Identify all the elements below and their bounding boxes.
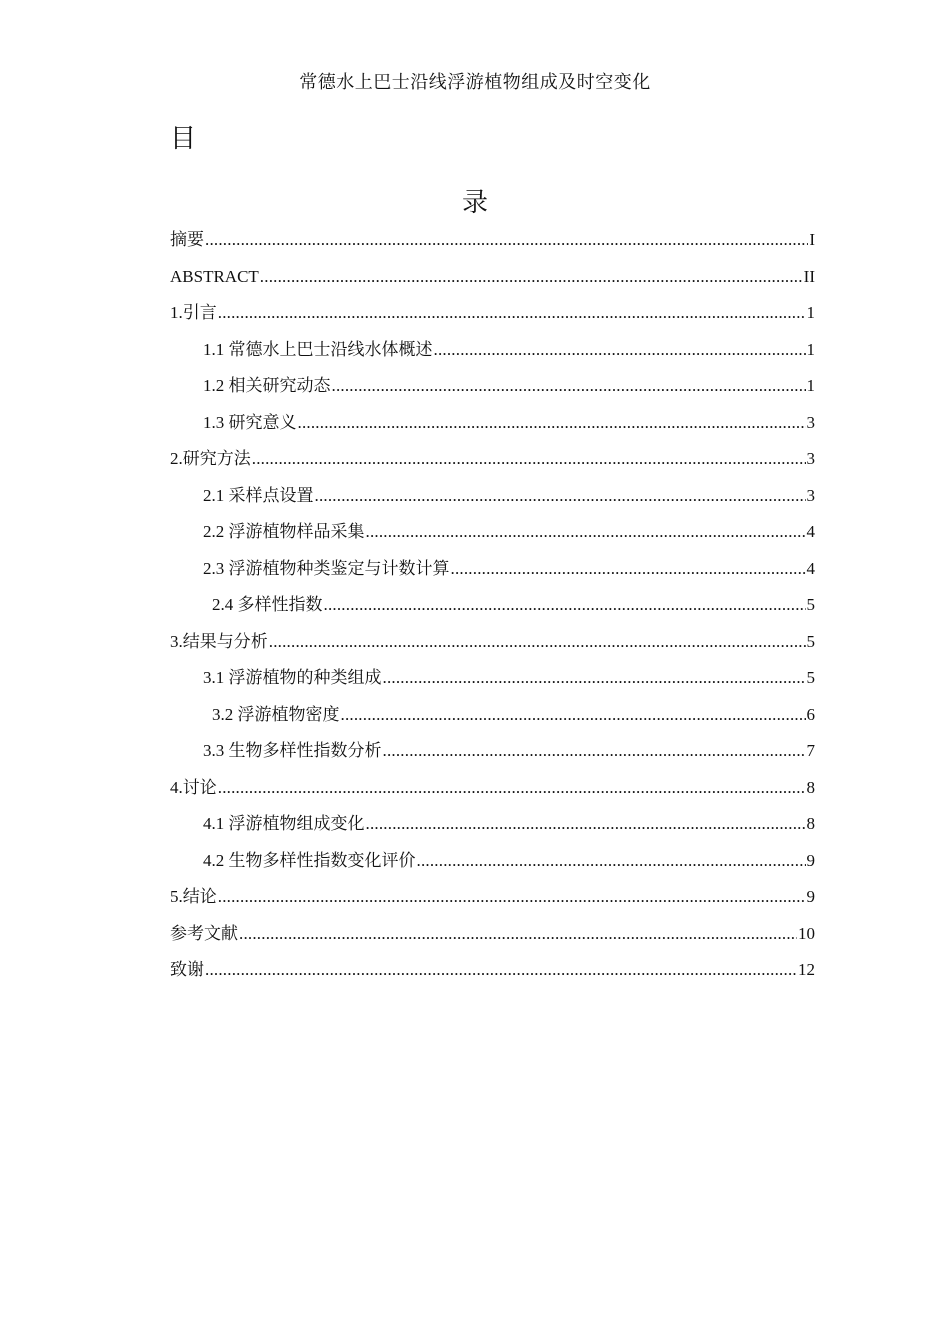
toc-entry-label: 致谢	[170, 960, 204, 979]
toc-entry-page: 1	[806, 376, 815, 395]
toc-entry-page: 10	[798, 923, 815, 943]
toc-entry[interactable]	[170, 883, 815, 920]
toc-entry-page: 8	[806, 814, 815, 833]
toc-entry-label: 3.2 浮游植物密度	[212, 704, 340, 724]
toc-leader-dots	[366, 518, 806, 546]
toc-leader-dots	[218, 774, 806, 802]
toc-entry[interactable]	[170, 299, 815, 336]
toc-entry-label: 4.1 浮游植物组成变化	[203, 814, 365, 833]
toc-entry-label: 2.3 浮游植物种类鉴定与计数计算	[203, 558, 450, 578]
toc-entry-page: 5	[806, 631, 815, 651]
toc-entry-label: 2.4 多样性指数	[212, 595, 323, 614]
toc-leader-dots	[205, 226, 808, 254]
toc-entry[interactable]	[170, 847, 815, 884]
toc-entry[interactable]	[170, 628, 815, 665]
toc-entry[interactable]	[170, 774, 815, 811]
toc-entry-page: 3	[806, 412, 815, 432]
toc-leader-dots	[218, 883, 806, 911]
toc-entry-page: 4	[806, 558, 815, 578]
toc-leader-dots	[269, 628, 806, 656]
toc-entry-label: 5.结论	[170, 887, 217, 906]
toc-entry-label: 2.研究方法	[170, 449, 251, 468]
table-of-contents	[170, 226, 815, 993]
toc-leader-dots	[218, 299, 806, 327]
toc-entry[interactable]	[170, 920, 815, 957]
toc-entry[interactable]	[170, 956, 815, 993]
toc-leader-dots	[252, 445, 806, 473]
toc-entry[interactable]	[170, 372, 815, 409]
toc-entry-page: 1	[806, 339, 815, 359]
toc-leader-dots	[383, 737, 806, 765]
toc-entry-label: 3.3 生物多样性指数分析	[203, 741, 382, 760]
toc-entry-page: 4	[806, 522, 815, 541]
toc-entry[interactable]	[170, 482, 815, 519]
toc-entry[interactable]	[170, 591, 815, 628]
toc-entry-page: 8	[806, 777, 815, 797]
toc-leader-dots	[451, 555, 806, 583]
toc-entry[interactable]	[170, 336, 815, 373]
toc-leader-dots	[298, 409, 806, 437]
toc-entry-page: 3	[806, 449, 815, 468]
toc-leader-dots	[341, 701, 806, 729]
toc-entry-page: II	[803, 266, 815, 286]
running-header-title: 常德水上巴士沿线浮游植物组成及时空变化	[299, 72, 651, 92]
toc-entry-label: 摘要	[170, 230, 204, 249]
toc-leader-dots	[239, 920, 797, 948]
toc-entry-page: 6	[806, 704, 815, 724]
toc-entry-label: 1.引言	[170, 303, 217, 322]
toc-entry-label: 3.1 浮游植物的种类组成	[203, 668, 382, 687]
toc-entry[interactable]	[170, 409, 815, 446]
toc-entry[interactable]	[170, 701, 815, 738]
toc-leader-dots	[205, 956, 797, 984]
toc-entry[interactable]	[170, 555, 815, 592]
toc-leader-dots	[417, 847, 806, 875]
toc-leader-dots	[366, 810, 806, 838]
toc-entry[interactable]	[170, 445, 815, 482]
toc-entry-label: 4.讨论	[170, 777, 217, 797]
toc-entry-label: 参考文献	[170, 923, 238, 943]
toc-leader-dots	[332, 372, 806, 400]
toc-entry[interactable]	[170, 518, 815, 555]
toc-entry-page: 9	[806, 887, 815, 906]
toc-entry[interactable]	[170, 226, 815, 263]
toc-entry-page: I	[809, 230, 815, 249]
toc-entry-page: 1	[806, 303, 815, 322]
toc-leader-dots	[260, 263, 803, 291]
toc-entry-page: 9	[806, 850, 815, 870]
toc-leader-dots	[315, 482, 806, 510]
toc-entry-label: ABSTRACT	[170, 266, 259, 286]
toc-entry-page: 5	[806, 595, 815, 614]
toc-leader-dots	[324, 591, 806, 619]
toc-entry[interactable]	[170, 810, 815, 847]
toc-entry-page: 3	[806, 485, 815, 505]
toc-entry-label: 3.结果与分析	[170, 631, 268, 651]
toc-entry[interactable]	[170, 664, 815, 701]
toc-entry-label: 4.2 生物多样性指数变化评价	[203, 850, 416, 870]
toc-entry-label: 1.1 常德水上巴士沿线水体概述	[203, 339, 433, 359]
toc-entry-page: 7	[806, 741, 815, 760]
toc-entry-page: 12	[798, 960, 815, 979]
toc-entry-label: 2.1 采样点设置	[203, 485, 314, 505]
toc-entry-label: 2.2 浮游植物样品采集	[203, 522, 365, 541]
toc-entry-label: 1.2 相关研究动态	[203, 376, 331, 395]
toc-leader-dots	[434, 336, 806, 364]
toc-entry[interactable]	[170, 737, 815, 774]
toc-leader-dots	[383, 664, 806, 692]
toc-heading-first-char: 目	[170, 124, 197, 154]
toc-entry[interactable]	[170, 263, 815, 300]
toc-entry-label: 1.3 研究意义	[203, 412, 297, 432]
toc-heading-second-char: 录	[461, 188, 488, 218]
toc-entry-page: 5	[806, 668, 815, 687]
